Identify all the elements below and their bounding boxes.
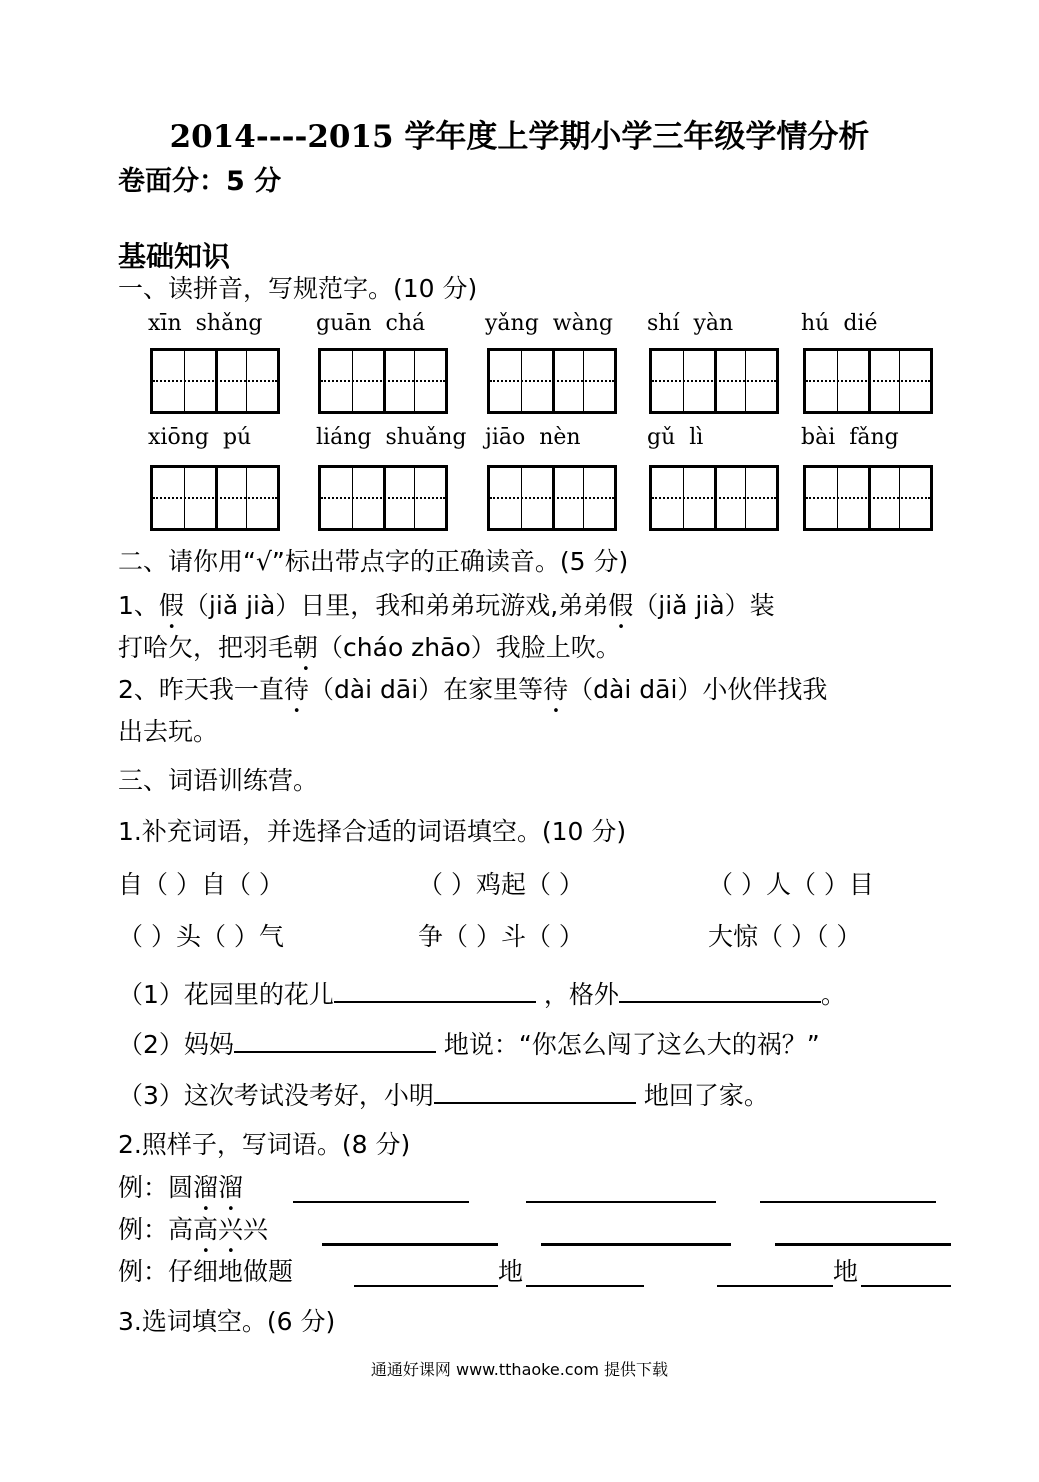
part-heading: 基础知识: [118, 240, 231, 273]
word-fill-3: （ ）人（ ）目: [708, 870, 874, 899]
pinyin-label: jiāo nèn: [485, 425, 581, 450]
writing-box[interactable]: [150, 465, 280, 531]
answer-line[interactable]: [775, 1243, 951, 1246]
word-fill-1: 自（ ）自（ ）: [118, 870, 284, 899]
pinyin-label: liáng shuǎng: [316, 425, 467, 450]
word-fill-2: （ ）鸡起（ ）: [418, 870, 584, 899]
word-fill-6: 大惊（ ）（ ）: [708, 922, 862, 951]
q1-heading: 1.补充词语，并选择合适的词语填空。(10 分): [118, 817, 627, 846]
answer-line[interactable]: [526, 1285, 644, 1287]
section2-line1: 1、假（jiǎ jià）日里，我和弟弟玩游戏,弟弟假（jiǎ jià）装: [118, 591, 775, 620]
section2-line2: 打哈欠，把羽毛朝（cháo zhāo）我脸上吹。: [118, 633, 621, 662]
footer: 通通好课网 www.tthaoke.com 提供下载: [370, 1360, 669, 1379]
word-fill-4: （ ）头（ ）气: [118, 922, 284, 951]
writing-box[interactable]: [487, 465, 617, 531]
example-2: 例：高高兴兴: [118, 1215, 269, 1244]
section2-line4: 出去玩。: [118, 717, 219, 746]
answer-line[interactable]: [354, 1285, 498, 1287]
pinyin-label: gǔ lì: [647, 425, 704, 450]
writing-box[interactable]: [649, 348, 779, 414]
example-1: 例：圆溜溜: [118, 1173, 244, 1202]
writing-box[interactable]: [150, 348, 280, 414]
q2-heading: 2.照样子，写词语。(8 分): [118, 1130, 411, 1159]
section3-heading: 三、词语训练营。: [118, 766, 319, 795]
answer-line[interactable]: [717, 1285, 833, 1287]
answer-line[interactable]: [760, 1201, 936, 1203]
sentence-3: （3）这次考试没考好，小明 地回了家。: [118, 1078, 769, 1111]
q3-heading: 3.选词填空。(6 分): [118, 1307, 336, 1336]
pinyin-label: guān chá: [316, 311, 426, 336]
section2-heading: 二、请你用“√”标出带点字的正确读音。(5 分): [118, 547, 629, 576]
writing-box[interactable]: [318, 465, 448, 531]
score-note: 卷面分：5 分: [118, 166, 282, 197]
answer-line[interactable]: [293, 1201, 469, 1203]
pinyin-label: bài fǎng: [801, 425, 899, 450]
answer-line[interactable]: [322, 1243, 498, 1246]
pinyin-label: xīn shǎng: [148, 311, 263, 336]
section1-heading: 一、读拼音，写规范字。(10 分): [118, 274, 478, 303]
pinyin-label: shí yàn: [647, 311, 734, 336]
writing-box[interactable]: [318, 348, 448, 414]
example-3: 例：仔细地做题: [118, 1257, 294, 1286]
sentence-1: （1）花园里的花儿 ，格外 。: [118, 977, 846, 1010]
writing-box[interactable]: [649, 465, 779, 531]
pinyin-label: hú dié: [801, 311, 878, 336]
section2-line3: 2、昨天我一直待（dài dāi）在家里等待（dài dāi）小伙伴找我: [118, 675, 828, 704]
answer-line[interactable]: [526, 1201, 716, 1203]
di-label: 地: [833, 1257, 859, 1286]
writing-box[interactable]: [803, 348, 933, 414]
pinyin-label: yǎng wàng: [485, 311, 613, 336]
sentence-2: （2）妈妈 地说：“你怎么闯了这么大的祸？”: [118, 1027, 820, 1060]
word-fill-5: 争（ ）斗（ ）: [418, 922, 584, 951]
writing-box[interactable]: [487, 348, 617, 414]
writing-box[interactable]: [803, 465, 933, 531]
answer-line[interactable]: [861, 1285, 951, 1287]
di-label: 地: [498, 1257, 524, 1286]
answer-line[interactable]: [541, 1243, 731, 1246]
pinyin-label: xiōng pú: [148, 425, 252, 450]
page-title: 2014----2015 学年度上学期小学三年级学情分析: [169, 119, 870, 155]
